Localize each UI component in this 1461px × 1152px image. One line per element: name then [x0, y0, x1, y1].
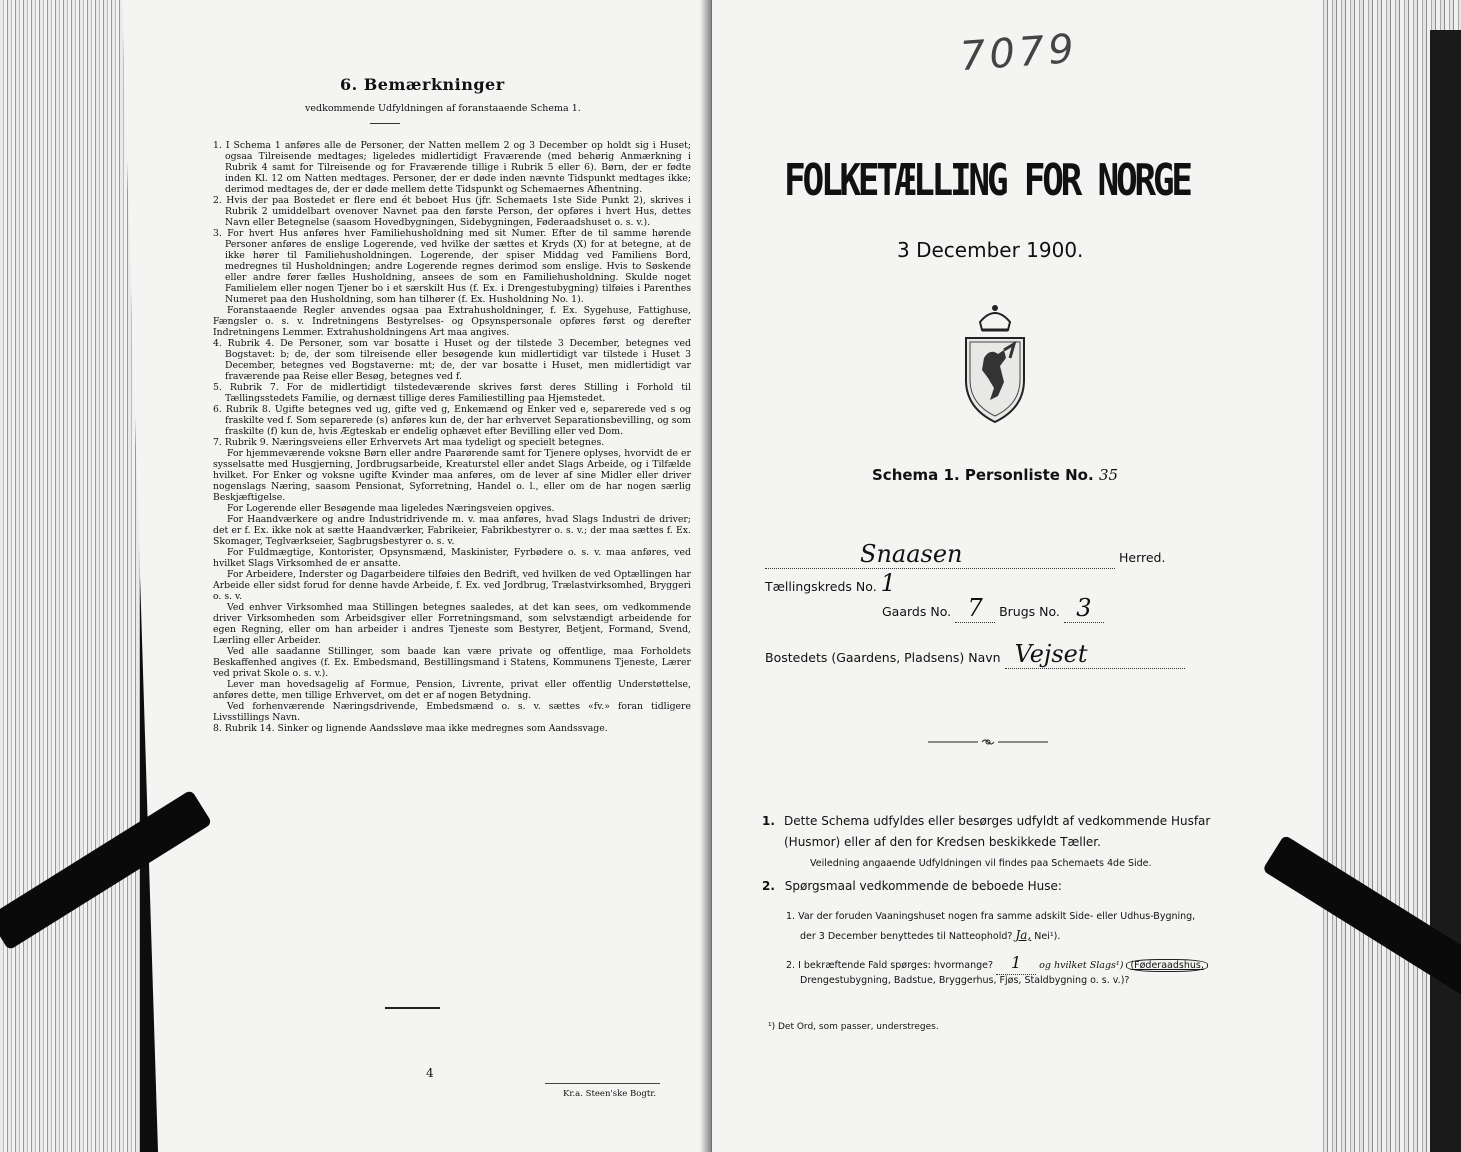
census-date: 3 December 1900.: [897, 238, 1084, 262]
herred-line: [765, 540, 1215, 597]
question-2-mid: og hvilket Slags¹): [1039, 960, 1124, 971]
left-page-edges: [0, 0, 140, 1152]
question-2-line-b: Drengestubygning, Badstue, Bryggerhus, Fjøs, Staldbygning o. s. v.)?: [800, 975, 1130, 986]
brugs-value: 3: [1064, 594, 1104, 623]
item-1: [762, 811, 1232, 853]
bosted-line: [765, 640, 1185, 669]
printer-rule: [545, 1083, 660, 1084]
instruction-paragraph: Lever man hovedsagelig af Formue, Pension, Livrente, privat eller offentlig Understøttelse, anføres dette, men tillige Erhvervet, om det er af nogen Betydning.: [213, 679, 691, 701]
instruction-paragraph: For Haandværkere og andre Industridrivende m. v. maa anføres, hvad Slags Industri de driver; det er f. Ex. ikke nok at sætte Haandværker, Fabrikeier, Fabrikbestyrer o. s. v.; der maa sættes f. Ex. Skomager, Teglværkseier, Sagbrugsbestyrer o. s. v.: [213, 514, 691, 547]
question-2-text: 2. I bekræftende Fald spørges: hvormange?: [786, 960, 994, 971]
question-2-count: 1: [996, 952, 1036, 975]
heading-rule: [370, 123, 400, 124]
kreds-label: Tællingskreds No.: [765, 579, 877, 594]
instruction-paragraph: For hjemmeværende voksne Børn eller andre Paarørende samt for Tjenere oplyses, hvorvidt de er sysselsatte med Husgjerning, Jordbrugsarbeide, Kreaturstel eller andet Slags Arbeide, og i Tilfælde hvilket. For Enker og voksne ugifte Kvinder maa anføres, om de lever af sine Midler eller driver nogenslags Næring, saasom Pensionat, Syforretning, Handel o. l., eller om de har nogen særlig Beskjæftigelse.: [213, 448, 691, 503]
instruction-paragraph: Ved forhenværende Næringsdrivende, Embedsmænd o. s. v. sættes «fv.» foran tidligere Livsstillings Navn.: [213, 701, 691, 723]
instruction-paragraph: 1. I Schema 1 anføres alle de Personer, der Natten mellem 2 og 3 December op holdt sig i Huset; ogsaa Tilreisende medtages; ligeledes midlertidigt Fraværende (med behørig Anmærkning i Rubrik 4 samt for Tilreisende og for Fraværende tillige i Rubrik 5 eller 6). Børn, der er fødte inden Kl. 12 om Natten medtages. Personer, der er døde inden nævnte Tidspunkt medtages ikke; derimod medtages de, der er døde mellem dette Tidspunkt og Schemaernes Afhentning.: [213, 140, 691, 195]
bosted-value: Vejset: [1005, 640, 1185, 669]
question-1-no: Nei¹).: [1034, 931, 1061, 942]
gaards-value: 7: [955, 594, 995, 623]
instruction-paragraph: Ved alle saadanne Stillinger, som baade kan være private og offentlige, maa Forholdets Beskaffenhed angives (f. Ex. Embedsmand, Bestillingsmand i Statens, Kommunens Tjeneste, Lærer ved privat Skole o. s. v.).: [213, 646, 691, 679]
schema-line: [872, 466, 1118, 484]
norway-coat-of-arms-icon: [960, 300, 1030, 424]
schema-label: Schema 1. Personliste No.: [872, 466, 1094, 484]
instruction-paragraph: Foranstaaende Regler anvendes ogsaa paa Extrahusholdninger, f. Ex. Sygehuse, Fattighuse, Fængsler o. s. v. Indretningens Bestyrelses- og Opsynspersonale opføres først og derefter Indretningens Lemmer. Extrahusholdningens Art maa angives.: [213, 305, 691, 338]
question-1-line-b: [800, 924, 1060, 948]
item-2-text: Spørgsmaal vedkommende de beboede Huse:: [784, 879, 1062, 893]
question-1-text: der 3 December benyttedes til Natteophold?: [800, 931, 1013, 942]
item-1-number: 1.: [762, 814, 775, 828]
gaards-brugs-line: [882, 594, 1104, 623]
herred-label: Herred.: [1118, 550, 1166, 565]
kreds-value: 1: [880, 569, 896, 597]
instructions-text: [213, 140, 691, 734]
bosted-label: Bostedets (Gaardens, Pladsens) Navn: [765, 650, 1001, 665]
instruction-paragraph: Ved enhver Virksomhed maa Stillingen betegnes saaledes, at det kan sees, om vedkommende driver Virksomheden som Arbeidsgiver eller Forretningsmand, som selvstændigt arbeidende for egen Regning, eller om han arbeider i andres Tjeneste som Bestyrer, Betjent, Formand, Svend, Lærling eller Arbeider.: [213, 602, 691, 646]
question-2-choice: (Føderaadshus,: [1126, 959, 1207, 972]
question-1-line-a: 1. Var der foruden Vaaningshuset nogen fra samme adskilt Side- eller Udhus-Bygning,: [786, 911, 1196, 922]
instruction-paragraph: For Logerende eller Besøgende maa ligeledes Næringsveien opgives.: [227, 503, 555, 514]
gaards-label: Gaards No.: [882, 604, 952, 619]
brugs-label: Brugs No.: [999, 604, 1060, 619]
instruction-paragraph: 3. For hvert Hus anføres hver Familiehusholdning med sit Numer. Efter de til samme hørende Personer anføres de enslige Logerende, ved hvilke der sættes et Kryds (X) for at betegne, at de ikke hører til Familiehusholdningen. Logerende, der spiser Middag ved Familiens Bord, medregnes til Husholdningen; andre Logerende regnes derimod som enslige. Hvis to Søskende eller andre fører fælles Husholdning, ansees de som en Familiehusholdning. Skulde noget Familielem eller nogen Tjener bo i et særskilt Hus (f. Ex. i Drengestubygning) tilføies i Parenthes Numeret paa den Husholdning, som han tilhører (f. Ex. Husholdning No. 1).: [213, 228, 691, 305]
ornamental-rule: [928, 738, 1048, 746]
remarks-heading: 6. Bemærkninger: [340, 75, 505, 94]
personliste-number: 35: [1098, 466, 1119, 484]
instruction-paragraph: 6. Rubrik 8. Ugifte betegnes ved ug, gifte ved g, Enkemænd og Enker ved e, separerede ved s og fraskilte ved f. Som separerede (s) anføres kun de, der har erhvervet Separationsbevilling, og som fraskilte (f) kun de, hvis Ægteskab er endelig ophævet efter Bevilling eller ved Dom.: [213, 404, 691, 437]
printer-imprint: Kr.a. Steen'ske Bogtr.: [563, 1089, 657, 1099]
page-number: 4: [426, 1066, 434, 1080]
instruction-paragraph: For Fuldmægtige, Kontorister, Opsynsmænd, Maskinister, Fyrbødere o. s. v. maa anføres, ved hvilket Slags Virksomhed de er ansatte.: [213, 547, 691, 569]
census-title: FOLKETÆLLING FOR NORGE: [784, 155, 1190, 206]
instruction-paragraph: For Arbeidere, Inderster og Dagarbeidere tilføies den Bedrift, ved hvilken de ved Optællingen har Arbeide eller sidst forud for denne havde Arbeide, f. Ex. ved Jordbrug, Trælastvirksomhed, Bryggeri o. s. v.: [213, 569, 691, 602]
end-rule: [385, 1007, 440, 1009]
remarks-subheading: vedkommende Udfyldningen af foranstaaende Schema 1.: [305, 103, 581, 114]
question-1-yes: Ja,: [1015, 928, 1032, 942]
instruction-paragraph: 8. Rubrik 14. Sinker og lignende Aandssløve maa ikke medregnes som Aandssvage.: [213, 723, 608, 734]
instruction-paragraph: 4. Rubrik 4. De Personer, som var bosatte i Huset og der tilstede 3 December, betegnes ved Bogstavet: b; de, der som tilreisende eller besøgende kun midlertidigt var tilstede i Huset 3 December, betegnes ved Bogstaverne: mt; de, der var bosatte i Huset, men midlertidigt var fraværende paa Reise eller Besøg, betegnes ved f.: [213, 338, 691, 382]
footnote: ¹) Det Ord, som passer, understreges.: [768, 1022, 939, 1032]
instruction-paragraph: 2. Hvis der paa Bostedet er flere end ét beboet Hus (jfr. Schemaets 1ste Side Punkt 2), skrives i Rubrik 2 umiddelbart ovenover Navnet paa den første Person, der opføres i hvert Hus, dettes Navn eller Betegnelse (saasom Hovedbygningen, Sidebygningen, Føderaadshuset o. s. v.).: [213, 195, 691, 228]
archive-number-handwritten: 7079: [958, 25, 1080, 81]
instruction-paragraph: 7. Rubrik 9. Næringsveiens eller Erhvervets Art maa tydeligt og specielt betegnes.: [213, 437, 605, 448]
herred-value: Snaasen: [765, 540, 1115, 569]
item-1-note: Veiledning angaaende Udfyldningen vil findes paa Schemaets 4de Side.: [810, 858, 1152, 869]
item-2-number: 2.: [762, 879, 775, 893]
item-1-text: Dette Schema udfyldes eller besørges udfyldt af vedkommende Husfar (Husmor) eller af den for Kredsen beskikkede Tæller.: [784, 814, 1211, 849]
instruction-paragraph: 5. Rubrik 7. For de midlertidigt tilstedeværende skrives først deres Stilling i Forhold til Tællingsstedets Familie, og dernæst tillige deres Familiestilling paa Hjemstedet.: [213, 382, 691, 404]
item-2: [762, 876, 1062, 897]
